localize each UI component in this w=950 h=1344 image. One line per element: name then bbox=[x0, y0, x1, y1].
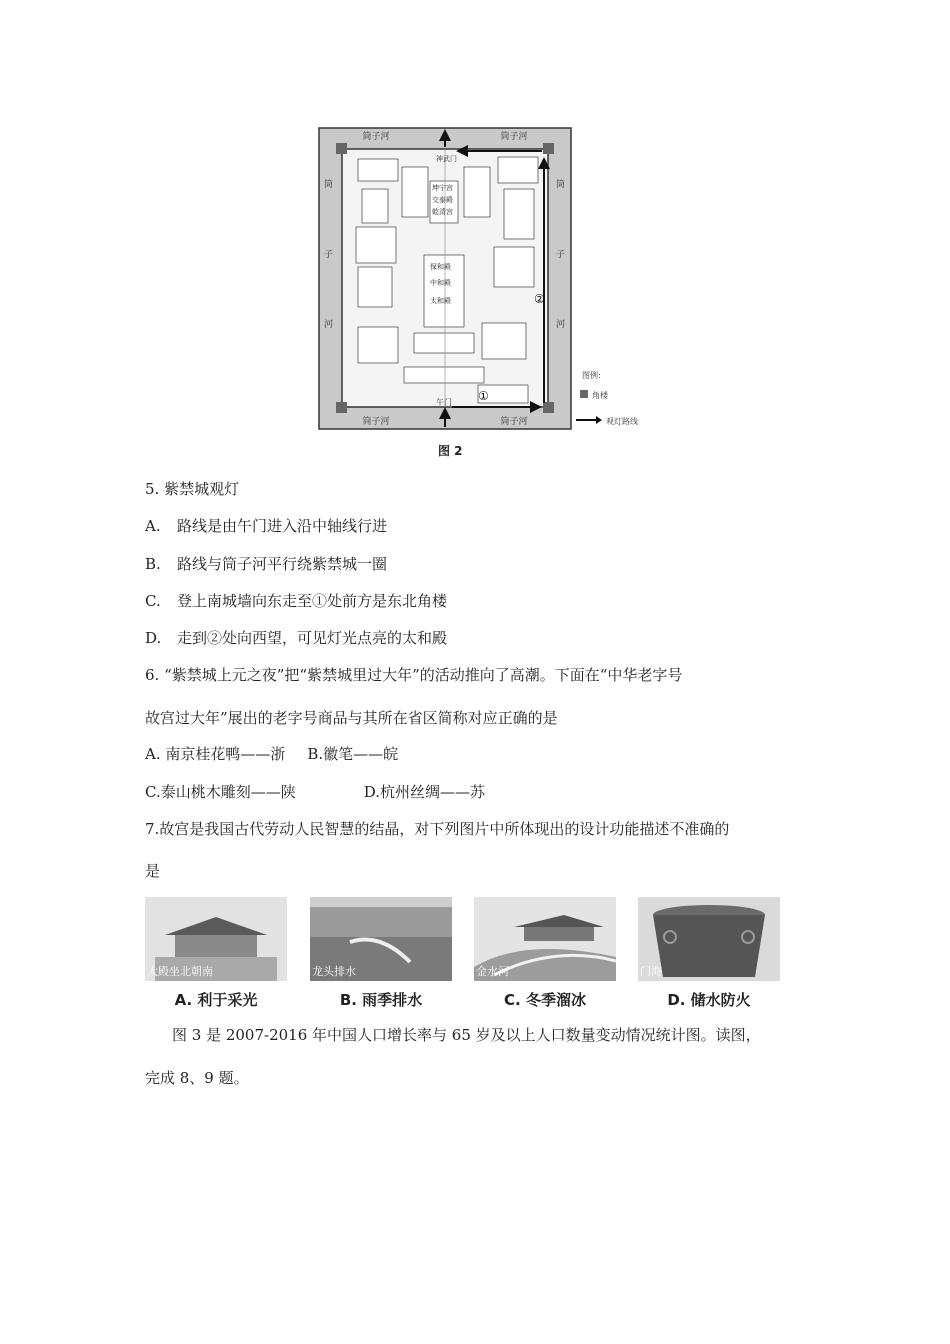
option-text: 走到②处向西望，可见灯光点亮的太和殿 bbox=[177, 629, 448, 647]
q6-options-cd bbox=[145, 781, 485, 802]
moat-label-e2: 子 bbox=[556, 250, 566, 260]
forbidden-city-map bbox=[318, 127, 572, 430]
moat-label-w3: 河 bbox=[324, 320, 334, 330]
intro-line1: 图 3 是 2007-2016 年中国人口增长率与 65 岁及以上人口数量变动情况统计图。读图， bbox=[172, 1026, 761, 1044]
q5-stem: 5. 紫禁城观灯 bbox=[145, 480, 240, 498]
photo-d bbox=[638, 897, 780, 981]
q7-stem-line1: 7.故宫是我国古代劳动人民智慧的结晶，对下列图片中所体现出的设计功能描述不准确的 bbox=[145, 820, 730, 838]
q5-option-a bbox=[145, 515, 387, 536]
q6-option-a: A. 南京桂花鸭——浙 bbox=[145, 745, 286, 763]
hall-label-taihe: 太和殿 bbox=[430, 297, 451, 305]
option-label: B. bbox=[145, 555, 161, 573]
moat-label-se: 筒子河 bbox=[500, 417, 528, 427]
q6-stem-line2: 故宫过大年”展出的老字号商品与其所在省区简称对应正确的是 bbox=[145, 709, 558, 727]
photo-a-tag: 大殿坐北朝南 bbox=[147, 965, 213, 978]
photo-b bbox=[310, 897, 452, 981]
corner-tower-nw bbox=[336, 143, 347, 154]
legend-route-arrow-icon bbox=[576, 416, 602, 424]
hall-label-jiaotai: 交泰殿 bbox=[432, 196, 453, 204]
gate-north-label: 神武门 bbox=[436, 155, 457, 163]
hall-label-baohe: 保和殿 bbox=[430, 263, 451, 271]
marker-1: ① bbox=[478, 389, 489, 403]
caption-a: A. 利于采光 bbox=[174, 991, 258, 1009]
legend-title: 图例: bbox=[582, 371, 601, 380]
q5-option-b bbox=[145, 553, 387, 574]
moat-label-w2: 子 bbox=[324, 250, 334, 260]
moat-label-sw: 筒子河 bbox=[362, 417, 390, 427]
figure-2-caption: 图 2 bbox=[438, 444, 463, 458]
photo-b-tag: 龙头排水 bbox=[312, 965, 356, 978]
q6-stem-line1: 6. “紫禁城上元之夜”把“紫禁城里过大年”的活动推向了高潮。下面在“中华老字号 bbox=[145, 666, 683, 684]
hall-label-qianqing: 乾清宫 bbox=[432, 208, 453, 216]
moat-label-e1: 筒 bbox=[556, 180, 566, 190]
corner-tower-se bbox=[543, 402, 554, 413]
q7-photo-row bbox=[145, 897, 785, 1009]
hall-label-zhonghe: 中和殿 bbox=[430, 279, 451, 287]
moat-label-ne: 筒子河 bbox=[500, 132, 528, 142]
legend-route-label: 观灯路线 bbox=[606, 417, 638, 426]
photo-c-tag: 金水河 bbox=[476, 965, 509, 978]
wumen-label: 午门 bbox=[436, 398, 452, 407]
q6-option-b: B.徽笔——皖 bbox=[307, 745, 399, 763]
legend-tower-swatch bbox=[580, 390, 588, 398]
caption-d: D. 储水防火 bbox=[667, 991, 751, 1009]
caption-b: B. 雨季排水 bbox=[339, 991, 423, 1009]
map-legend bbox=[576, 366, 646, 430]
option-text: 登上南城墙向东走至①处前方是东北角楼 bbox=[177, 592, 448, 610]
q6-options-ab bbox=[145, 743, 398, 764]
option-label: C. bbox=[145, 592, 161, 610]
option-label: A. bbox=[145, 517, 161, 535]
q7-stem-line2: 是 bbox=[145, 862, 161, 880]
q5-option-c bbox=[145, 590, 447, 611]
photo-c bbox=[474, 897, 616, 981]
caption-c: C. 冬季溜冰 bbox=[504, 991, 586, 1009]
marker-2: ② bbox=[534, 292, 545, 306]
photo-d-tag: 门海 bbox=[640, 965, 662, 978]
moat-label-nw: 筒子河 bbox=[362, 132, 390, 142]
moat-label-e3: 河 bbox=[556, 320, 566, 330]
hall-label-kunning: 坤宁宫 bbox=[432, 184, 453, 192]
corner-tower-ne bbox=[543, 143, 554, 154]
option-text: 路线与筒子河平行绕紫禁城一圈 bbox=[177, 555, 388, 573]
corner-tower-sw bbox=[336, 402, 347, 413]
option-text: 路线是由午门进入沿中轴线行进 bbox=[177, 517, 388, 535]
photo-a bbox=[145, 897, 287, 981]
option-label: D. bbox=[145, 629, 162, 647]
legend-tower-label: 角楼 bbox=[592, 391, 608, 400]
moat-label-w1: 筒 bbox=[324, 180, 334, 190]
q6-option-d: D.杭州丝绸——苏 bbox=[363, 783, 485, 801]
q5-option-d bbox=[145, 627, 447, 648]
intro-line2: 完成 8、9 题。 bbox=[145, 1069, 249, 1087]
q6-option-c: C.泰山桃木雕刻——陕 bbox=[145, 783, 296, 801]
